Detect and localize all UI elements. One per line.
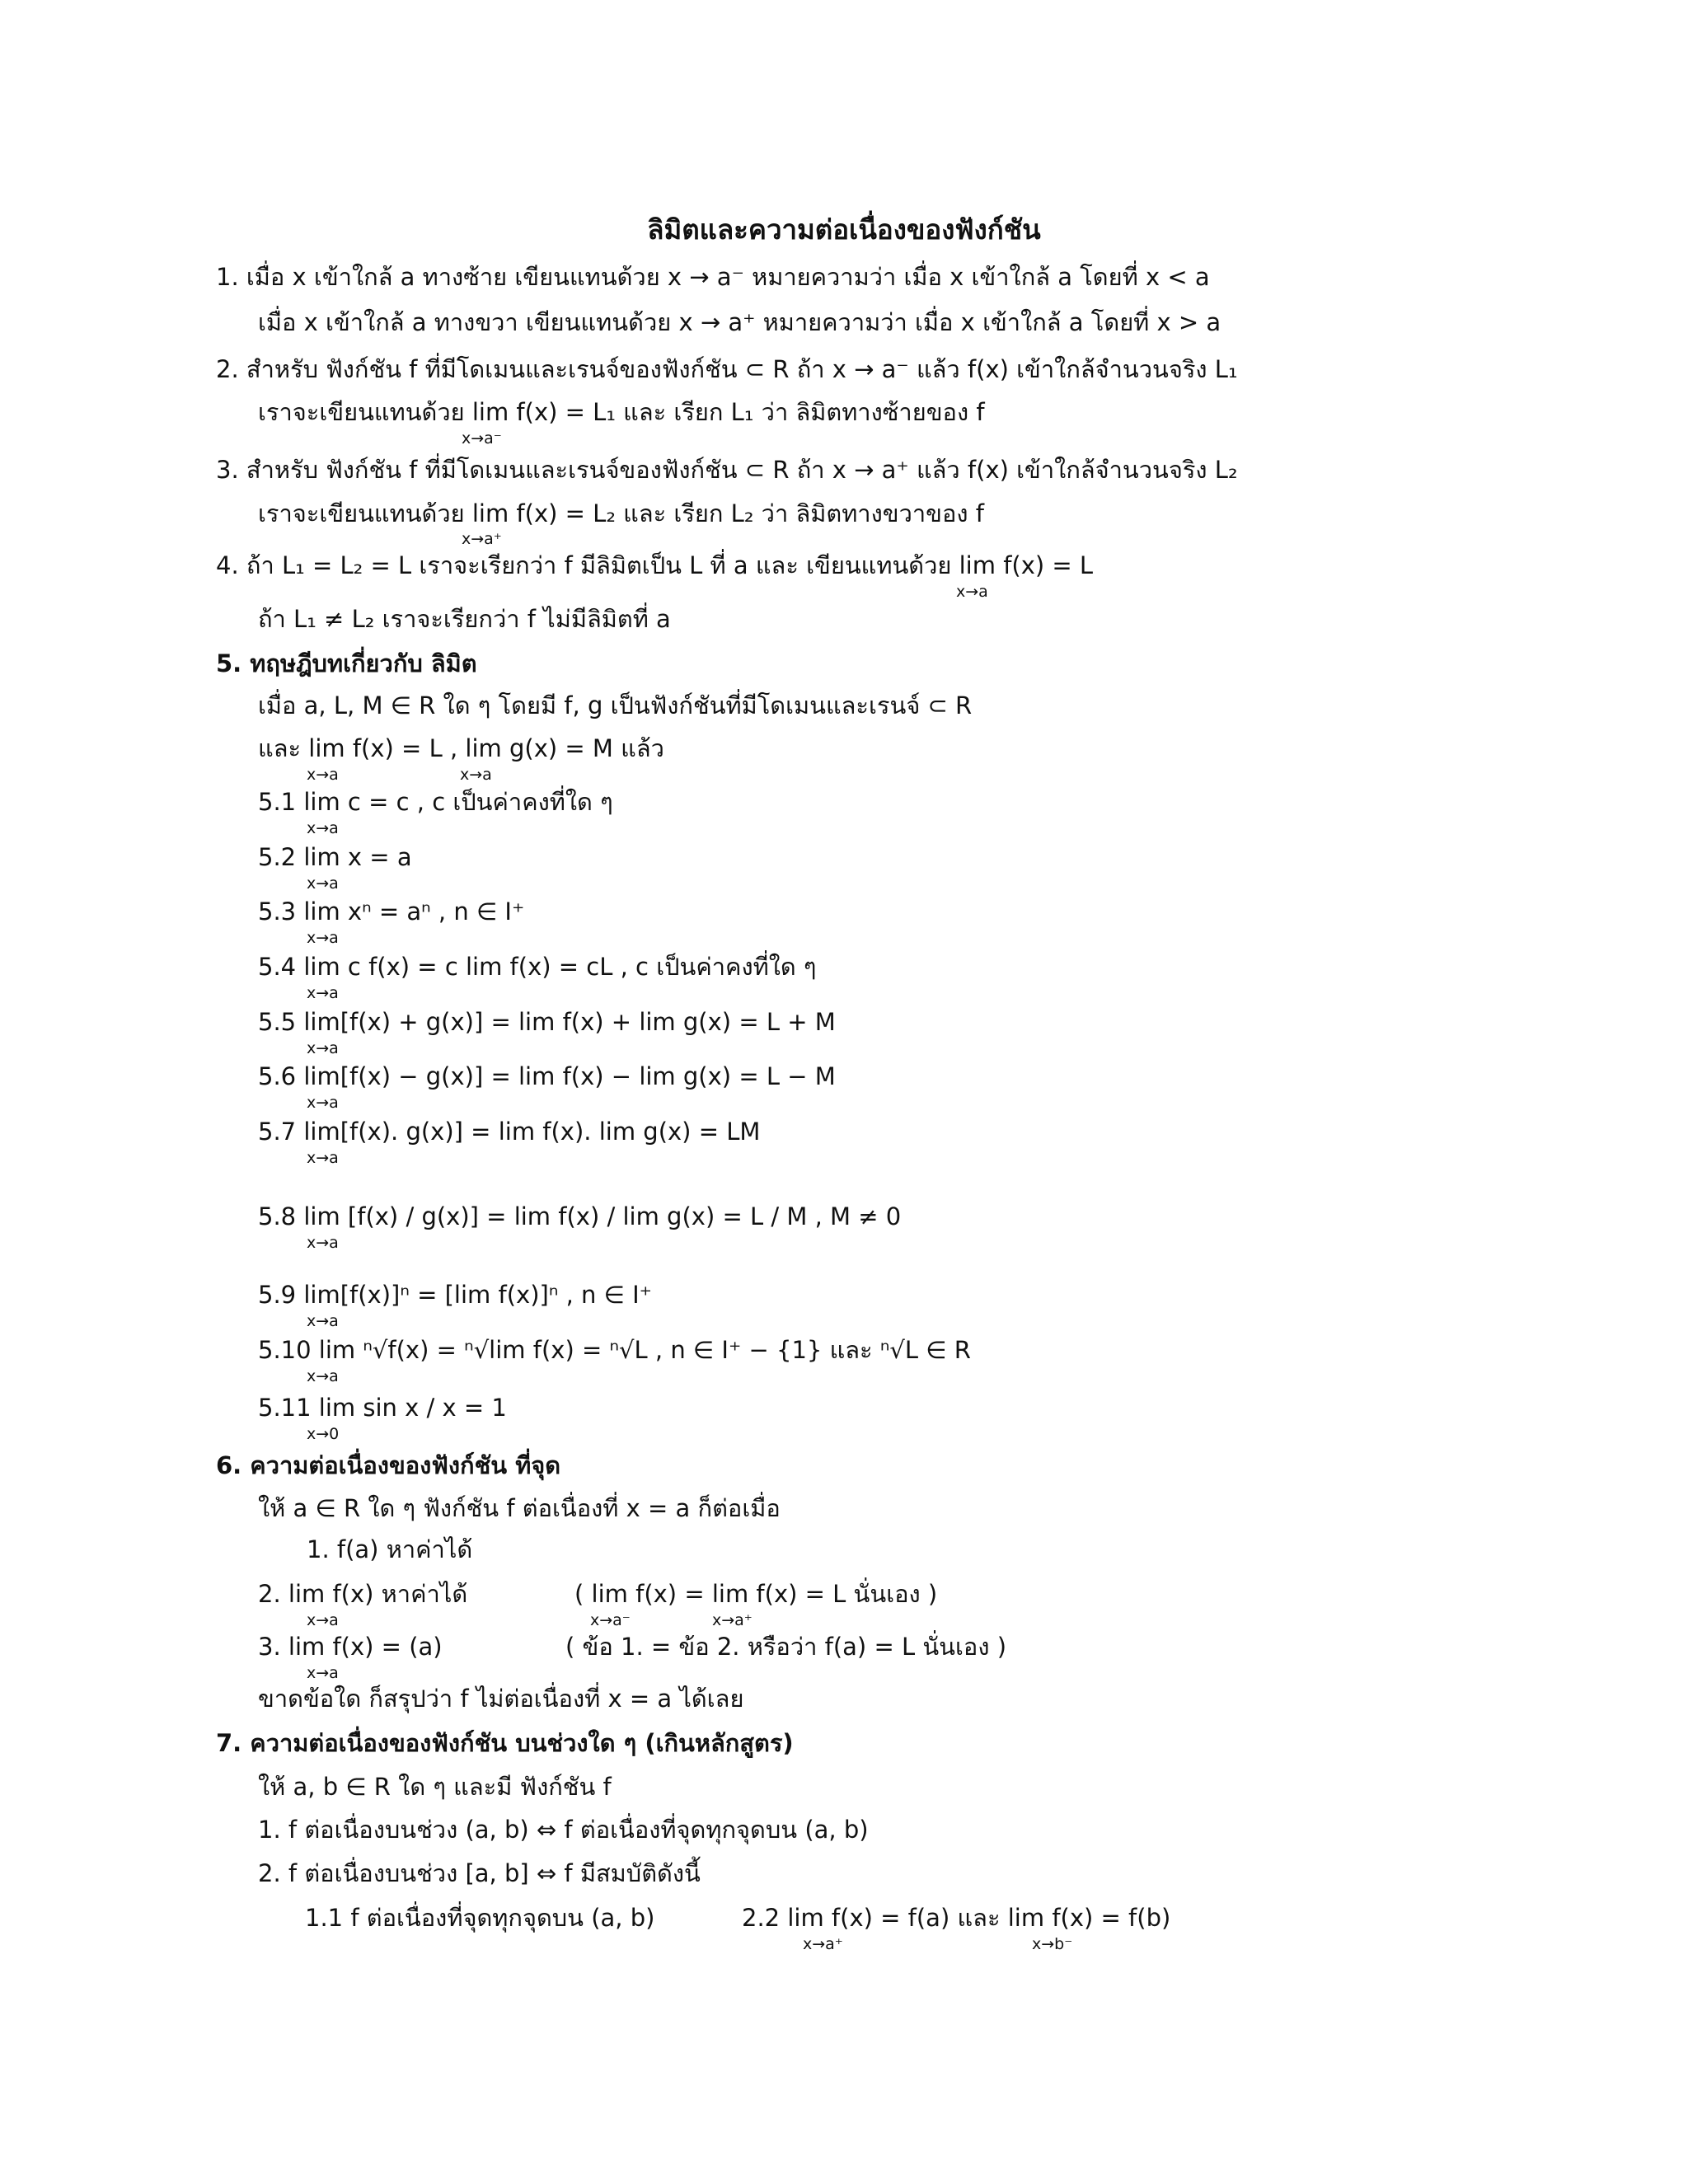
limit-subscript: x→a <box>307 766 339 784</box>
condition-7-1: 1. f ต่อเนื่องบนช่วง (a, b) ⇔ f ต่อเนื่องที่จุดทุกจุดบน (a, b) <box>258 1816 869 1844</box>
condition-6-3-note: ( ข้อ 1. = ข้อ 2. หรือว่า f(a) = L นั่นเอง ) <box>565 1633 1007 1661</box>
limit-subscript: x→a⁻ <box>590 1611 631 1629</box>
line-4b: ถ้า L₁ ≠ L₂ เราจะเรียกว่า f ไม่มีลิมิตที่ a <box>258 605 671 633</box>
condition-6-1: 1. f(a) หาค่าได้ <box>307 1535 473 1563</box>
limit-subscript: x→a <box>460 766 492 784</box>
limit-subscript: x→a <box>307 929 339 947</box>
condition-7-2-1: 1.1 f ต่อเนื่องที่จุดทุกจุดบน (a, b) <box>305 1904 655 1932</box>
limit-subscript: x→0 <box>307 1425 340 1443</box>
limit-subscript: x→a <box>307 1094 339 1112</box>
limit-subscript: x→a <box>307 1664 339 1682</box>
line-3a: 3. สำหรับ ฟังก์ชัน f ที่มีโดเมนและเรนจ์ของฟังก์ชัน ⊂ R ถ้า x → a⁺ แล้ว f(x) เข้าใกล้จำนวนจริง L₂ <box>216 456 1238 484</box>
theorem-5-9: 5.9 lim[f(x)]ⁿ = [lim f(x)]ⁿ , n ∈ I⁺ <box>258 1281 652 1309</box>
line-2a: 2. สำหรับ ฟังก์ชัน f ที่มีโดเมนและเรนจ์ของฟังก์ชัน ⊂ R ถ้า x → a⁻ แล้ว f(x) เข้าใกล้จำนวนจริง L₁ <box>216 355 1238 383</box>
limit-subscript: x→a⁻ <box>462 429 502 448</box>
theorem-5-10: 5.10 lim ⁿ√f(x) = ⁿ√lim f(x) = ⁿ√L , n ∈ I⁺ − {1} และ ⁿ√L ∈ R <box>258 1336 971 1364</box>
condition-6-3: 3. lim f(x) = (a) <box>258 1633 443 1661</box>
theorem-5-7: 5.7 lim[f(x). g(x)] = lim f(x). lim g(x) = LM <box>258 1118 761 1146</box>
section-5-heading: 5. ทฤษฎีบทเกี่ยวกับ ลิมิต <box>216 649 477 677</box>
line-1a: 1. เมื่อ x เข้าใกล้ a ทางซ้าย เขียนแทนด้วย x → a⁻ หมายความว่า เมื่อ x เข้าใกล้ a โดยที่ x < a <box>216 263 1210 291</box>
limit-subscript: x→a <box>307 1312 339 1330</box>
condition-7-2: 2. f ต่อเนื่องบนช่วง [a, b] ⇔ f มีสมบัติดังนี้ <box>258 1859 701 1887</box>
limit-subscript: x→a <box>307 1039 339 1057</box>
line-3b: เราจะเขียนแทนด้วย lim f(x) = L₂ และ เรียก L₂ ว่า ลิมิตทางขวาของ f <box>258 499 984 527</box>
limit-subscript: x→b⁻ <box>1032 1935 1073 1953</box>
theorem-5-3: 5.3 lim xⁿ = aⁿ , n ∈ I⁺ <box>258 898 525 926</box>
condition-6-2-note: ( lim f(x) = lim f(x) = L นั่นเอง ) <box>574 1580 938 1608</box>
limit-subscript: x→a <box>307 1611 339 1629</box>
limit-subscript: x→a <box>307 874 339 893</box>
limit-subscript: x→a <box>307 1367 339 1385</box>
limit-subscript: x→a <box>307 984 339 1002</box>
line-5-given: และ lim f(x) = L , lim g(x) = M แล้ว <box>258 734 664 762</box>
theorem-5-6: 5.6 lim[f(x) − g(x)] = lim f(x) − lim g(x) = L − M <box>258 1062 836 1090</box>
theorem-5-11: 5.11 lim sin x / x = 1 <box>258 1394 507 1422</box>
condition-7-2-2: 2.2 lim f(x) = f(a) และ lim f(x) = f(b) <box>742 1904 1171 1932</box>
limit-subscript: x→a <box>956 583 988 601</box>
theorem-5-4: 5.4 lim c f(x) = c lim f(x) = cL , c เป็นค่าคงที่ใด ๆ <box>258 953 817 981</box>
condition-6-2: 2. lim f(x) หาค่าได้ <box>258 1580 468 1608</box>
section-6-heading: 6. ความต่อเนื่องของฟังก์ชัน ที่จุด <box>216 1451 561 1479</box>
limit-subscript: x→a⁺ <box>803 1935 843 1953</box>
theorem-5-8: 5.8 lim [f(x) / g(x)] = lim f(x) / lim g(x) = L / M , M ≠ 0 <box>258 1202 902 1230</box>
line-2b: เราจะเขียนแทนด้วย lim f(x) = L₁ และ เรียก L₁ ว่า ลิมิตทางซ้ายของ f <box>258 398 985 426</box>
theorem-5-2: 5.2 lim x = a <box>258 843 412 871</box>
line-6-conclusion: ขาดข้อใด ก็สรุปว่า f ไม่ต่อเนื่องที่ x = a ได้เลย <box>258 1685 744 1713</box>
limit-subscript: x→a <box>307 1149 339 1167</box>
line-6-intro: ให้ a ∈ R ใด ๆ ฟังก์ชัน f ต่อเนื่องที่ x = a ก็ต่อเมื่อ <box>258 1494 781 1522</box>
limit-subscript: x→a⁺ <box>712 1611 753 1629</box>
line-5-intro: เมื่อ a, L, M ∈ R ใด ๆ โดยมี f, g เป็นฟังก์ชันที่มีโดเมนและเรนจ์ ⊂ R <box>258 691 973 719</box>
limit-subscript: x→a⁺ <box>462 530 502 548</box>
page-title: ลิมิตและความต่อเนื่องของฟังก์ชัน <box>647 213 1041 246</box>
theorem-5-5: 5.5 lim[f(x) + g(x)] = lim f(x) + lim g(x) = L + M <box>258 1008 836 1036</box>
limit-subscript: x→a <box>307 819 339 837</box>
section-7-heading: 7. ความต่อเนื่องของฟังก์ชัน บนช่วงใด ๆ (เกินหลักสูตร) <box>216 1729 794 1757</box>
line-7-intro: ให้ a, b ∈ R ใด ๆ และมี ฟังก์ชัน f <box>258 1773 612 1801</box>
limit-subscript: x→a <box>307 1234 339 1252</box>
line-1b: เมื่อ x เข้าใกล้ a ทางขวา เขียนแทนด้วย x → a⁺ หมายความว่า เมื่อ x เข้าใกล้ a โดยที่ x > a <box>258 308 1221 336</box>
line-4a: 4. ถ้า L₁ = L₂ = L เราจะเรียกว่า f มีลิมิตเป็น L ที่ a และ เขียนแทนด้วย lim f(x) = L <box>216 551 1094 579</box>
theorem-5-1: 5.1 lim c = c , c เป็นค่าคงที่ใด ๆ <box>258 788 613 816</box>
